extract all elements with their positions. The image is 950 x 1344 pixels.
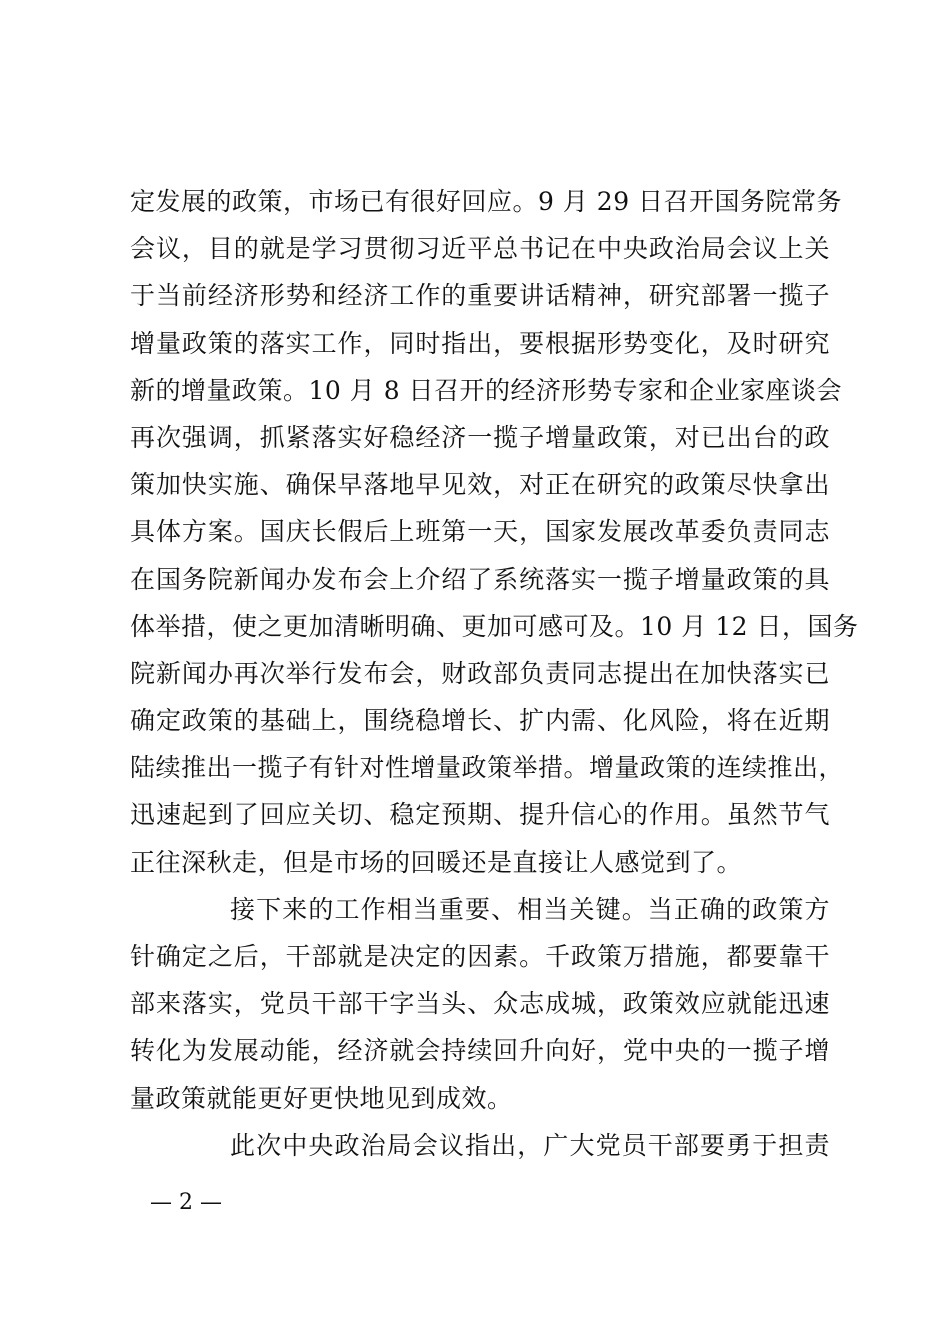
text-line: 转化为发展动能，经济就会持续回升向好，党中央的一揽子增 bbox=[130, 1036, 830, 1066]
text-line: 在国务院新闻办发布会上介绍了系统落实一揽子增量政策的具 bbox=[130, 564, 830, 594]
text-line: 正往深秋走，但是市场的回暖还是直接让人感觉到了。 bbox=[130, 847, 743, 877]
text-line: 新的增量政策。10 月 8 日召开的经济形势专家和企业家座谈会 bbox=[130, 375, 843, 405]
text-line: 增量政策的落实工作，同时指出，要根据形势变化，及时研究 bbox=[130, 328, 830, 358]
paragraph-start-line: 接下来的工作相当重要、相当关键。当正确的政策方 bbox=[230, 894, 830, 924]
text-line: 量政策就能更好更快地见到成效。 bbox=[130, 1083, 513, 1113]
text-line: 院新闻办再次举行发布会，财政部负责同志提出在加快落实已 bbox=[130, 658, 830, 688]
page-number: — 2 — bbox=[150, 1190, 222, 1215]
text-line: 具体方案。国庆长假后上班第一天，国家发展改革委负责同志 bbox=[130, 517, 830, 547]
body-text bbox=[130, 178, 859, 1169]
text-line: 策加快实施、确保早落地早见效，对正在研究的政策尽快拿出 bbox=[130, 470, 830, 500]
paragraph-start-line: 此次中央政治局会议指出，广大党员干部要勇于担责 bbox=[230, 1130, 830, 1160]
text-line: 会议，目的就是学习贯彻习近平总书记在中央政治局会议上关 bbox=[130, 234, 830, 264]
text-line: 体举措，使之更加清晰明确、更加可感可及。10 月 12 日，国务 bbox=[130, 611, 859, 641]
text-line: 定发展的政策，市场已有很好回应。9 月 29 日召开国务院常务 bbox=[130, 187, 843, 216]
text-line: 确定政策的基础上，围绕稳增长、扩内需、化风险，将在近期 bbox=[130, 706, 830, 736]
text-line: 再次强调，抓紧落实好稳经济一揽子增量政策，对已出台的政 bbox=[130, 422, 830, 452]
text-line: 针确定之后，干部就是决定的因素。千政策万措施，都要靠干 bbox=[130, 942, 830, 971]
text-line: 陆续推出一揽子有针对性增量政策举措。增量政策的连续推出， bbox=[130, 753, 845, 783]
text-line: 于当前经济形势和经济工作的重要讲话精神，研究部署一揽子 bbox=[130, 281, 830, 311]
text-line: 迅速起到了回应关切、稳定预期、提升信心的作用。虽然节气 bbox=[130, 800, 830, 830]
text-line: 部来落实，党员干部干字当头、众志成城，政策效应就能迅速 bbox=[130, 989, 830, 1019]
